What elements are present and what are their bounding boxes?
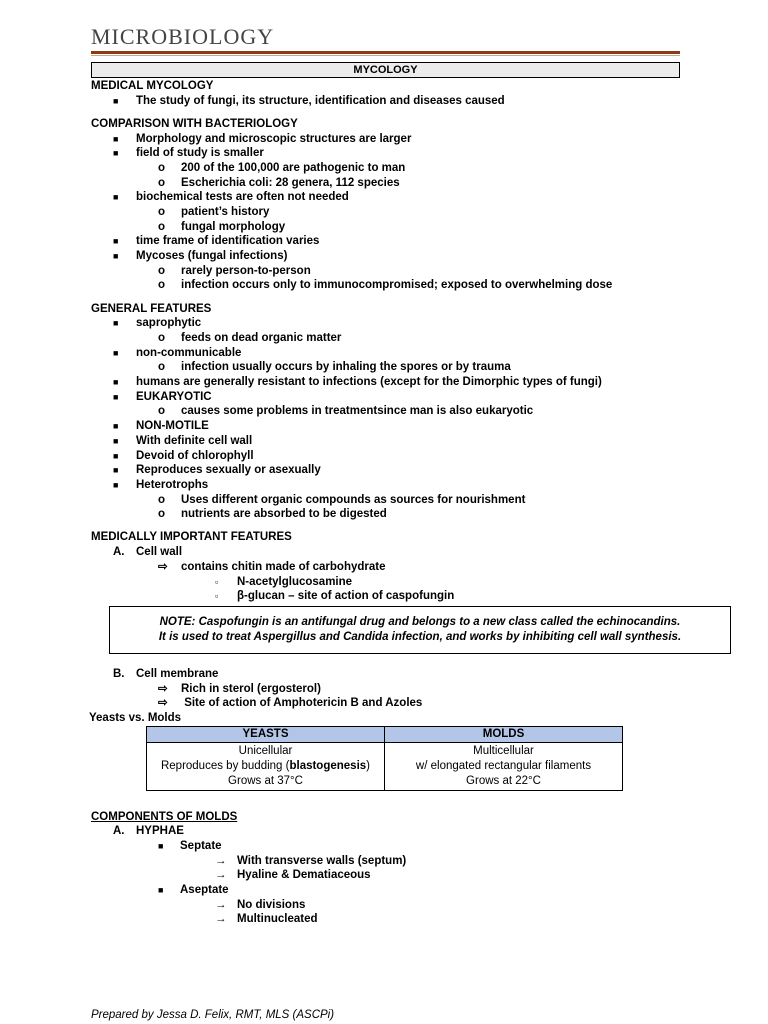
list-item: ■ Aseptate bbox=[158, 884, 229, 897]
sub-list-item: → Multinucleated bbox=[215, 913, 318, 926]
sub-list-item: o Uses different organic compounds as sources for nourishment bbox=[158, 493, 526, 506]
medical-mycology-heading: MEDICAL MYCOLOGY bbox=[91, 80, 214, 92]
note-line-2: It is used to treat Aspergillus and Candida infection, and works by inhibiting cell wall synthesis. bbox=[158, 630, 682, 643]
list-item: ■ Morphology and microscopic structures are larger bbox=[113, 132, 412, 145]
table-header-row bbox=[147, 726, 623, 742]
square-bullet-icon: ■ bbox=[113, 450, 119, 461]
circle-bullet-icon: o bbox=[158, 508, 166, 521]
components-heading: COMPONENTS OF MOLDS bbox=[91, 810, 238, 823]
list-item: ■ Reproduces sexually or asexually bbox=[113, 464, 321, 477]
square-bullet-icon: ■ bbox=[113, 377, 119, 388]
small-square-bullet-icon: ▫ bbox=[215, 576, 219, 587]
list-item: ■ humans are generally resistant to infections (except for the Dimorphic types of fungi) bbox=[113, 376, 602, 389]
header-rule-thin bbox=[91, 55, 680, 56]
list-item: ⇨ contains chitin made of carbohydrate bbox=[158, 560, 386, 573]
list-item: ■ Septate bbox=[158, 840, 222, 852]
footer-credit: Prepared by Jessa D. Felix, RMT, MLS (ASCPi) bbox=[91, 1009, 335, 1021]
table-header-molds: MOLDS bbox=[385, 726, 623, 742]
list-item: ■ NON-MOTILE bbox=[113, 420, 209, 433]
square-bullet-icon: ■ bbox=[158, 841, 164, 851]
circle-bullet-icon: o bbox=[158, 405, 166, 418]
document-body bbox=[91, 79, 731, 927]
sub-list-item: o Escherichia coli: 28 genera, 112 species bbox=[158, 176, 400, 189]
sub-list-item: o rarely person-to-person bbox=[158, 264, 311, 277]
note-line-1: NOTE: Caspofungin is an antifungal drug and belongs to a new class called the echinocandins. bbox=[159, 615, 681, 628]
list-item: ■ EUKARYOTIC bbox=[113, 390, 212, 403]
sub-list-item: ▫ N-acetylglucosamine bbox=[215, 575, 353, 588]
arrow-right-icon: → bbox=[215, 913, 227, 926]
arrow-right-icon: ⇨ bbox=[158, 697, 168, 710]
yeasts-cell: Unicellular Reproduces by budding (blastogenesis) Grows at 37°C bbox=[147, 742, 385, 790]
important-features-heading: MEDICALLY IMPORTANT FEATURES bbox=[91, 531, 292, 544]
sub-list-item: → No divisions bbox=[215, 898, 306, 911]
sub-list-item: o nutrients are absorbed to be digested bbox=[158, 508, 387, 521]
sub-list-item: ▫ β-glucan – site of action of caspofungin bbox=[215, 590, 455, 603]
header-rule bbox=[91, 51, 680, 54]
square-bullet-icon: ■ bbox=[113, 347, 119, 358]
arrow-right-icon: ⇨ bbox=[158, 560, 168, 573]
sub-list-item: → Hyaline & Dematiaceous bbox=[215, 869, 371, 882]
square-bullet-icon: ■ bbox=[113, 251, 119, 262]
square-bullet-icon: ■ bbox=[113, 479, 119, 490]
list-item: ■ time frame of identification varies bbox=[113, 235, 320, 248]
list-item: ■ field of study is smaller bbox=[113, 147, 264, 160]
list-item: ⇨ Rich in sterol (ergosterol) bbox=[158, 682, 321, 695]
table-header-yeasts: YEASTS bbox=[147, 726, 385, 742]
square-bullet-icon: ■ bbox=[113, 95, 119, 106]
list-item: ■ Mycoses (fungal infections) bbox=[113, 250, 288, 263]
circle-bullet-icon: o bbox=[158, 161, 166, 174]
square-bullet-icon: ■ bbox=[113, 133, 119, 144]
section-b-cell-membrane: B. Cell membrane bbox=[113, 667, 219, 680]
square-bullet-icon: ■ bbox=[113, 236, 119, 247]
caspofungin-note-box bbox=[109, 606, 731, 654]
circle-bullet-icon: o bbox=[158, 332, 166, 344]
section-a-hyphae: A. HYPHAE bbox=[113, 825, 184, 838]
list-item: ■ Heterotrophs bbox=[113, 478, 209, 491]
sub-list-item: o causes some problems in treatmentsince man is also eukaryotic bbox=[158, 405, 534, 418]
circle-bullet-icon: o bbox=[158, 176, 166, 189]
molds-cell: Multicellular w/ elongated rectangular filaments Grows at 22°C bbox=[385, 742, 623, 790]
section-banner: MYCOLOGY bbox=[91, 62, 680, 78]
small-square-bullet-icon: ▫ bbox=[215, 591, 219, 602]
arrow-right-icon: ⇨ bbox=[158, 682, 168, 695]
table-row bbox=[147, 742, 623, 790]
list-item: ■ saprophytic bbox=[113, 317, 202, 330]
arrow-right-icon: → bbox=[215, 854, 227, 867]
sub-list-item: → With transverse walls (septum) bbox=[215, 854, 407, 867]
square-bullet-icon: ■ bbox=[113, 318, 119, 329]
sub-list-item: o infection usually occurs by inhaling the spores or by trauma bbox=[158, 361, 511, 374]
comparison-heading: COMPARISON WITH BACTERIOLOGY bbox=[91, 117, 298, 130]
list-item: ⇨ Site of action of Amphotericin B and Azoles bbox=[158, 697, 423, 710]
arrow-right-icon: → bbox=[215, 898, 227, 911]
circle-bullet-icon: o bbox=[158, 279, 166, 292]
document-header-title: MICROBIOLOGY bbox=[91, 24, 275, 49]
square-bullet-icon: ■ bbox=[113, 435, 119, 446]
yeasts-vs-molds-title: Yeasts vs. Molds bbox=[89, 711, 182, 724]
sub-list-item: o patient’s history bbox=[158, 206, 270, 218]
circle-bullet-icon: o bbox=[158, 264, 166, 277]
sub-list-item: o 200 of the 100,000 are pathogenic to man bbox=[158, 161, 406, 174]
square-bullet-icon: ■ bbox=[113, 192, 119, 203]
arrow-right-icon: → bbox=[215, 869, 227, 882]
square-bullet-icon: ■ bbox=[113, 465, 119, 476]
square-bullet-icon: ■ bbox=[113, 148, 119, 159]
sub-list-item: o fungal morphology bbox=[158, 220, 286, 233]
general-features-heading: GENERAL FEATURES bbox=[91, 302, 212, 315]
list-item: ■ non-communicable bbox=[113, 346, 242, 359]
yeasts-molds-table bbox=[146, 726, 623, 791]
square-bullet-icon: ■ bbox=[158, 885, 164, 896]
circle-bullet-icon: o bbox=[158, 220, 166, 233]
sub-list-item: o infection occurs only to immunocompromised; exposed to overwhelming dose bbox=[158, 279, 613, 292]
list-item: ■ The study of fungi, its structure, identification and diseases caused bbox=[113, 94, 505, 107]
square-bullet-icon: ■ bbox=[113, 391, 119, 402]
list-item: ■ Devoid of chlorophyll bbox=[113, 449, 254, 462]
square-bullet-icon: ■ bbox=[113, 421, 119, 432]
section-a-cell-wall: A. Cell wall bbox=[113, 546, 183, 559]
circle-bullet-icon: o bbox=[158, 493, 166, 506]
list-item: ■ With definite cell wall bbox=[113, 434, 253, 447]
circle-bullet-icon: o bbox=[158, 206, 166, 218]
sub-list-item: o feeds on dead organic matter bbox=[158, 332, 342, 344]
list-item: ■ biochemical tests are often not needed bbox=[113, 191, 349, 204]
circle-bullet-icon: o bbox=[158, 361, 166, 374]
